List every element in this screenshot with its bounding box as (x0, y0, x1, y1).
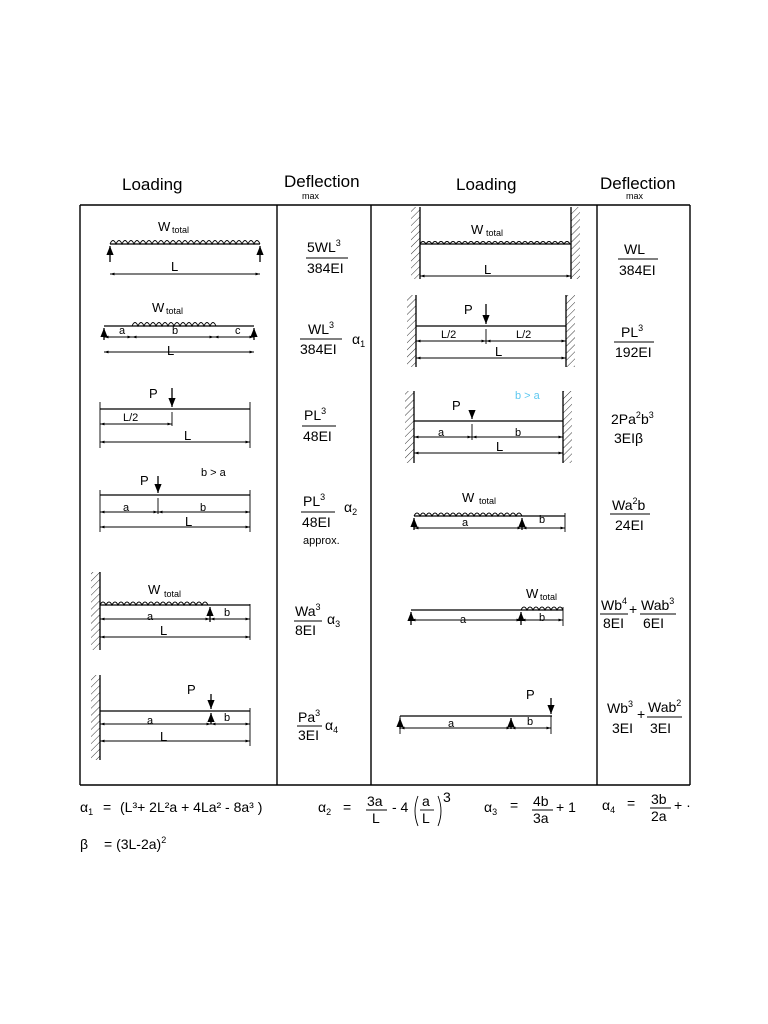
load-sublabel: total (172, 225, 190, 235)
dim-b: b (527, 716, 534, 728)
svg-text:α3 (484, 799, 497, 817)
case-left-6-formula (297, 708, 338, 743)
case-right-6-formula (607, 698, 682, 736)
load-sublabel: total (486, 228, 504, 238)
formula-exponent: 2 (632, 496, 638, 506)
term1-exponent: 3 (628, 699, 634, 709)
dim-L: L (160, 729, 168, 744)
load-label: P (464, 302, 473, 317)
formula-exponent: 3 (335, 238, 341, 248)
case-left-4-diagram (100, 467, 250, 532)
beta-symbol: β (80, 836, 89, 852)
alpha2-minus: - 4 (392, 799, 409, 815)
alpha2-inner-denominator: L (422, 810, 430, 826)
plus-sign: + (629, 601, 638, 617)
dim-a: a (438, 427, 445, 439)
beta-expression: = (3L-2a) (104, 836, 162, 852)
load-label: P (140, 473, 149, 488)
formula-exponent: 3 (638, 323, 644, 333)
formula-numerator-tail: b (637, 497, 646, 513)
dim-b: b (200, 502, 207, 514)
alpha1-expression: (L³+ 2L²a + 4La² - 8a³ ) (120, 799, 263, 815)
term2-exponent: 2 (676, 698, 682, 708)
formula-exponent-2: 3 (648, 410, 654, 420)
case-right-3-formula (611, 410, 654, 446)
formula-denominator: 24EI (615, 517, 644, 533)
factor-subscript: 2 (352, 507, 358, 517)
alpha3-subscript: 3 (492, 807, 498, 817)
dim-b: b (539, 514, 546, 526)
load-sublabel: total (166, 306, 184, 316)
svg-text:Wa3 (295, 602, 321, 619)
alpha3-equals: = (510, 797, 519, 813)
alpha3-denominator: 3a (533, 810, 549, 826)
formula-denominator: 48EI (302, 514, 331, 530)
term1-denominator: 8EI (603, 615, 625, 631)
dim-c: c (235, 325, 241, 337)
condition-note: b > a (515, 390, 540, 402)
alpha3-plus: + 1 (556, 799, 576, 815)
alpha2-denominator: L (372, 810, 380, 826)
load-label: W (152, 300, 165, 315)
svg-text:Pa3 (298, 708, 320, 725)
beta-exponent: 2 (161, 835, 167, 845)
alpha4-symbol: α (602, 797, 611, 813)
svg-text:α2 (344, 499, 357, 517)
case-right-1-diagram (411, 207, 580, 279)
dim-a: a (448, 718, 455, 730)
dim-a: a (462, 517, 469, 529)
load-label: W (526, 586, 539, 601)
alpha2-inner-numerator: a (422, 793, 430, 809)
alpha2-power: 3 (443, 789, 451, 805)
formula-numerator: 2Pa (611, 411, 636, 427)
case-right-4-diagram (414, 490, 565, 532)
dim-b: b (515, 427, 522, 439)
dim-L: L (171, 259, 179, 274)
footnote-alpha4 (602, 791, 691, 824)
case-right-3-diagram (405, 390, 572, 463)
svg-text:Wab2 (648, 698, 681, 715)
factor-subscript: 1 (360, 339, 366, 349)
footnote-beta (80, 835, 166, 852)
dim-a: a (147, 611, 154, 623)
formula-numerator: Wa (612, 497, 633, 513)
case-right-5-formula (600, 596, 676, 631)
case-left-1-diagram (110, 219, 260, 274)
dim-L: L (184, 428, 192, 443)
formula-denominator: 384EI (619, 262, 656, 278)
load-sublabel: total (540, 592, 558, 602)
factor-subscript: 3 (335, 619, 341, 629)
svg-text:PL3 (621, 323, 643, 340)
dim-L: L (167, 343, 175, 358)
load-label: P (452, 398, 461, 413)
alpha4-subscript: 4 (610, 805, 616, 815)
formula-exponent: 3 (315, 602, 321, 612)
formula-denominator: 8EI (295, 622, 317, 638)
term1-exponent: 4 (622, 596, 628, 606)
dim-b: b (539, 612, 546, 624)
header-deflection-right: Deflection (600, 174, 676, 193)
alpha1-subscript: 1 (88, 807, 94, 817)
dim-L: L (160, 623, 168, 638)
svg-text:PL3 (304, 406, 326, 423)
formula-numerator: WL (624, 241, 645, 257)
dim-a: a (123, 502, 130, 514)
header-max-left: max (302, 191, 320, 201)
formula-numerator: PL (303, 493, 321, 509)
case-left-2-diagram (104, 300, 254, 358)
svg-text:Wb4 (601, 596, 627, 613)
load-label: W (471, 222, 484, 237)
alpha2-subscript: 2 (326, 807, 332, 817)
alpha4-numerator: 3b (651, 791, 667, 807)
case-right-5-diagram (411, 586, 563, 626)
case-left-2-formula (300, 320, 365, 357)
case-right-4-formula (610, 496, 650, 533)
svg-text:Wab3 (641, 596, 674, 613)
case-right-1-formula (618, 241, 658, 278)
factor-symbol: α (325, 717, 334, 733)
dim-L: L (495, 344, 503, 359)
load-label: P (187, 682, 196, 697)
svg-text:2Pa2b3 (611, 410, 654, 427)
formula-numerator: PL (621, 324, 639, 340)
case-left-3-diagram (100, 386, 250, 448)
alpha3-symbol: α (484, 799, 493, 815)
condition-note: b > a (201, 467, 226, 479)
alpha1-equals: = (103, 799, 112, 815)
formula-exponent: 3 (329, 320, 335, 330)
svg-text:α1 (80, 799, 93, 817)
term2-numerator: Wab (648, 699, 677, 715)
plus-sign: + (637, 706, 646, 722)
header-deflection-left: Deflection (284, 172, 360, 191)
formula-numerator: Pa (298, 709, 316, 725)
term2-denominator: 6EI (643, 615, 665, 631)
footnote-alpha1 (80, 799, 262, 817)
alpha2-numerator: 3a (367, 793, 383, 809)
footnote-alpha3 (484, 793, 576, 826)
alpha1-symbol: α (80, 799, 89, 815)
alpha2-symbol: α (318, 799, 327, 815)
alpha4-plus: + · (674, 797, 691, 813)
dim-a: a (119, 325, 126, 337)
load-label: P (149, 386, 158, 401)
formula-exponent-1: 2 (635, 410, 641, 420)
case-left-6-diagram (91, 675, 250, 760)
case-right-2-formula (614, 323, 654, 360)
term1-numerator: Wb (601, 597, 622, 613)
load-sublabel: total (164, 589, 182, 599)
load-label: W (148, 582, 161, 597)
case-left-5-formula (294, 602, 340, 638)
svg-text:Wa2b (612, 496, 646, 513)
dim-half-2: L/2 (516, 329, 532, 341)
dim-L: L (496, 439, 504, 454)
footnote-alpha2 (318, 789, 451, 826)
alpha4-denominator: 2a (651, 808, 667, 824)
term1-numerator: Wb (607, 700, 628, 716)
header-loading-right: Loading (456, 175, 517, 194)
formula-denominator: 384EI (300, 341, 337, 357)
formula-denominator: 192EI (615, 344, 652, 360)
load-label: P (526, 687, 535, 702)
svg-text:α4 (602, 797, 615, 815)
load-sublabel: total (479, 496, 497, 506)
dim-a: a (147, 715, 154, 727)
formula-denominator: 3EI (298, 727, 320, 743)
svg-text:α1 (352, 331, 365, 349)
svg-text:α2 (318, 799, 331, 817)
dim-b: b (224, 712, 231, 724)
svg-text:WL3 (308, 320, 334, 337)
formula-exponent: 3 (321, 406, 327, 416)
factor-symbol: α (352, 331, 361, 347)
svg-text:Wb3 (607, 699, 633, 716)
case-left-1-formula (306, 238, 348, 276)
formula-denominator: 48EI (303, 428, 332, 444)
formula-numerator: 5WL (307, 239, 336, 255)
alpha2-equals: = (343, 799, 352, 815)
term1-denominator: 3EI (612, 720, 634, 736)
term2-numerator: Wab (641, 597, 670, 613)
dim-half: L/2 (123, 412, 139, 424)
svg-text:α4 (325, 717, 338, 735)
formula-denominator: 384EI (307, 260, 344, 276)
formula-denominator: 3EIβ (614, 430, 644, 446)
formula-exponent: 3 (320, 492, 326, 502)
dim-L: L (484, 262, 492, 277)
case-right-2-diagram (407, 295, 575, 367)
formula-numerator: WL (308, 321, 329, 337)
svg-text:= (3L-2a)2 (104, 835, 166, 852)
formula-numerator-mid: b (640, 411, 649, 427)
factor-symbol: α (327, 611, 336, 627)
case-left-3-formula (302, 406, 336, 444)
formula-numerator: PL (304, 407, 322, 423)
load-label: W (158, 219, 171, 234)
svg-text:PL3 (303, 492, 325, 509)
dim-L: L (185, 514, 193, 529)
case-left-5-diagram (91, 572, 250, 650)
dim-b: b (224, 607, 231, 619)
load-label: W (462, 490, 475, 505)
term2-exponent: 3 (669, 596, 675, 606)
approx-note: approx. (303, 535, 340, 547)
case-left-4-formula (301, 492, 357, 547)
alpha4-equals: = (627, 795, 636, 811)
formula-exponent: 3 (315, 708, 321, 718)
case-right-6-diagram (400, 687, 552, 734)
dim-half-1: L/2 (441, 329, 457, 341)
header-loading-left: Loading (122, 175, 183, 194)
term2-denominator: 3EI (650, 720, 672, 736)
factor-symbol: α (344, 499, 353, 515)
factor-subscript: 4 (333, 725, 339, 735)
svg-text:α3 (327, 611, 340, 629)
dim-a: a (460, 614, 467, 626)
header-max-right: max (626, 191, 644, 201)
dim-b: b (172, 325, 179, 337)
formula-numerator: Wa (295, 603, 316, 619)
svg-text:5WL3 (307, 238, 341, 255)
alpha3-numerator: 4b (533, 793, 549, 809)
